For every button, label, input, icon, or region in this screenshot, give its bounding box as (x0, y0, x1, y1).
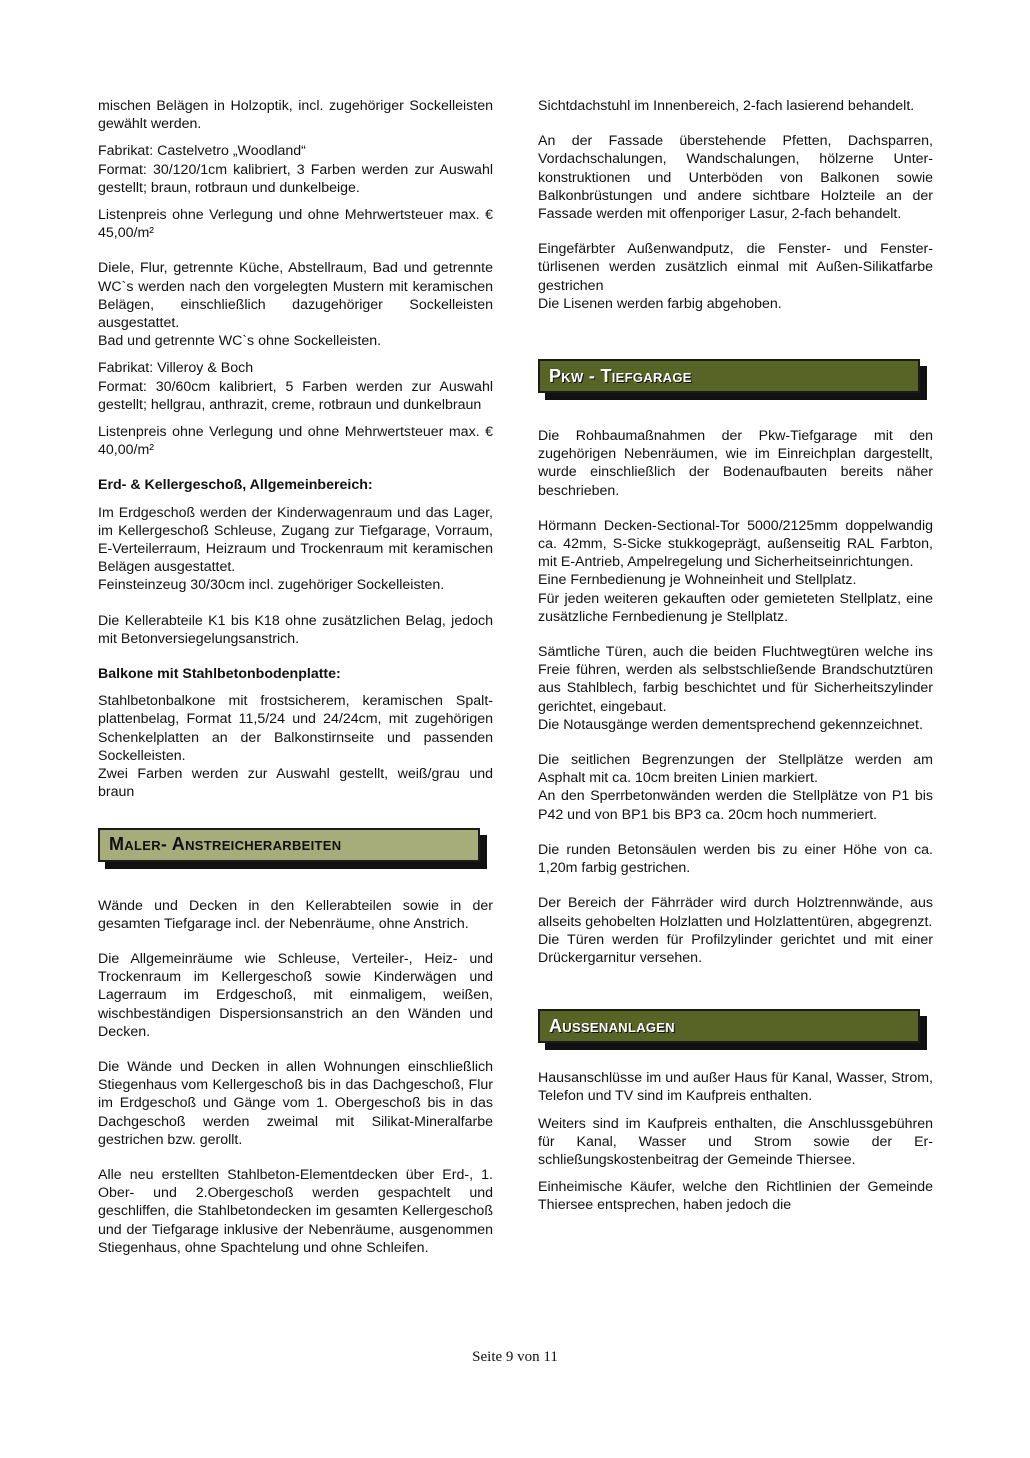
paragraph: Listenpreis ohne Verlegung und ohne Mehrwertsteuer max. € 40,00/m² (98, 424, 493, 459)
left-column (98, 97, 493, 1257)
paragraph: Format: 30/120/1cm kalibriert, 3 Farben werden zur Auswahl gestellt; braun, rotbraun und dunkelbeige. (98, 161, 493, 196)
paragraph: Weiters sind im Kaufpreis enthalten, die Anschlussgebühren für Kanal, Wasser und Strom sowie der Erschließungskostenbeitrag der Gemeinde Thiersee. (538, 1115, 933, 1168)
section-banner-tiefgarage (538, 359, 933, 419)
section-heading: Balkone mit Stahlbetonbodenplatte: (98, 666, 341, 683)
banner-box (538, 1009, 920, 1043)
paragraph: Fabrikat: Castelvetro „Woodland“ (98, 143, 306, 160)
paragraph: Sichtdachstuhl im Innenbereich, 2-fach lasierend behandelt. (538, 98, 915, 114)
paragraph: Listenpreis ohne Verlegung und ohne Mehrwertsteuer max. € 45,00/m² (98, 207, 493, 242)
paragraph: Der Bereich der Fährräder wird durch Holztrennwände, aus allseits gehobelten Holzlatten und Holzlattentüren, abgegrenzt. (538, 895, 933, 930)
paragraph: Die Wände und Decken in allen Wohnungen einschließlich Stiegenhaus vom Kellergeschoß bis in das Dachgeschoß, Flur im Erdgeschoß und Gänge vom 1. Obergeschoß bis in das Dachgeschoß werden zweimal mit Silikat-Mineralfarbe gestrichen bzw. gerollt. (98, 1058, 493, 1148)
paragraph: Die runden Betonsäulen werden bis zu einer Höhe von ca. 1,20m farbig gestrichen. (538, 841, 933, 877)
paragraph: Feinsteinzeug 30/30cm incl. zugehöriger Sockelleisten. (98, 577, 445, 594)
section-banner-aussenanlagen (538, 1009, 933, 1069)
paragraph: An den Sperrbetonwänden werden die Stellplätze von P1 bis P42 und von BP1 bis BP3 ca. 20cm hoch nummeriert. (538, 788, 933, 823)
paragraph: Die Lisenen werden farbig abgehoben. (538, 295, 782, 312)
banner-title: Pkw - Tiefgarage (549, 365, 692, 386)
paragraph: Sämtliche Türen, auch die beiden Fluchtwegtüren welche ins Freie führen, werden als selbstschließende Brandschutztüren aus Stahlblech, farbig beschichtet und für Sicherheitszylinder gerichtet, eingebaut. (538, 644, 933, 715)
paragraph: Stahlbetonbalkone mit frostsicherem, keramischen Spaltplattenbelag, Format 11,5/24 und 24/24cm, mit zugehörigen Schenkelplatten an der Balkonstirnseite und passenden Sockelleisten. (98, 693, 493, 764)
paragraph: Die Rohbaumaßnahmen der Pkw-Tiefgarage mit den zugehörigen Nebenräumen, wie im Einreichplan dargestellt, wurde einschließlich der Bodenaufbauten bereits näher beschrieben. (538, 428, 933, 499)
paragraph: Fabrikat: Villeroy & Boch (98, 360, 254, 377)
right-column (538, 97, 933, 1215)
paragraph: Eingefärbter Außenwandputz, die Fenster- und Fenstertürlisenen werden zusätzlich einmal mit Außen-Silikatfarbe gestrichen (538, 241, 933, 294)
page-number: Seite 9 von 11 (472, 1349, 558, 1365)
paragraph: Die Allgemeinräume wie Schleuse, Verteiler-, Heiz- und Trockenraum im Kellergeschoß sowie Kinderwägen und Lagerraum im Erdgeschoß, mit einmaligem, weißen, wischbeständigen Dispersionsanstrich an den Wänden und Decken. (98, 950, 493, 1040)
banner-box (98, 828, 480, 862)
paragraph: Alle neu erstellten Stahlbeton-Elementdecken über Erd-, 1. Ober- und 2.Obergeschoß werden gespachtelt und geschliffen, die Stahlbetondecken im gesamten Kellergeschoß und der Tiefgarage inklusive der Nebenräume, ausgenommen Stiegenhaus, ohne Spachtelung und ohne Schleifen. (98, 1166, 493, 1256)
section-heading: Erd- & Kellergeschoß, Allgemeinbereich: (98, 477, 373, 494)
paragraph: Einheimische Käufer, welche den Richtlinien der Gemeinde Thiersee entsprechen, haben jedoch die (538, 1179, 933, 1214)
paragraph: An der Fassade überstehende Pfetten, Dachsparren, Vordachschalungen, Wandschalungen, hölzerne Unterkonstruktionen und Unterböden von Balkonen sowie Balkonbrüstungen und andere sichtbare Holzteile an der Fassade werden mit offenporiger Lasur, 2-fach behandelt. (538, 133, 933, 223)
paragraph: Hörmann Decken-Sectional-Tor 5000/2125mm doppelwandig ca. 42mm, S-Sicke stukkogeprägt, außenseitig RAL Farbton, mit E-Antrieb, Ampelregelung und Sicherheitseinrichtungen. (538, 517, 933, 571)
paragraph: Wände und Decken in den Kellerabteilen sowie in der gesamten Tiefgarage incl. der Nebenräume, ohne Anstrich. (98, 897, 493, 932)
paragraph: Eine Fernbedienung je Wohneinheit und Stellplatz. (538, 572, 857, 589)
paragraph: Die seitlichen Begrenzungen der Stellplätze werden am Asphalt mit ca. 10cm breiten Linien markiert. (538, 752, 933, 787)
paragraph: mischen Belägen in Holzoptik, incl. zugehöriger Sockelleisten gewählt werden. (98, 98, 493, 133)
paragraph: Zwei Farben werden zur Auswahl gestellt, weiß/grau und braun (98, 766, 493, 801)
paragraph: Für jeden weiteren gekauften oder gemieteten Stellplatz, eine zusätzliche Fernbedienung je Stellplatz. (538, 590, 933, 625)
paragraph: Die Notausgänge werden dementsprechend gekennzeichnet. (538, 716, 923, 733)
paragraph: Die Türen werden für Profilzylinder gerichtet und mit einer Drückergarnitur versehen. (538, 931, 933, 966)
banner-title: Aussenanlagen (549, 1015, 675, 1036)
paragraph: Die Kellerabteile K1 bis K18 ohne zusätzlichen Belag, jedoch mit Betonversiegelungsanstrich. (98, 612, 493, 647)
paragraph: Diele, Flur, getrennte Küche, Abstellraum, Bad und getrennte WC`s werden nach den vorgelegten Mustern mit keramischen Belägen, einschließlich dazugehöriger Sockelleisten ausgestattet. (98, 260, 493, 332)
paragraph: Hausanschlüsse im und außer Haus für Kanal, Wasser, Strom, Telefon und TV sind im Kaufpreis enthalten. (538, 1070, 933, 1105)
paragraph: Im Erdgeschoß werden der Kinderwagenraum und das Lager, im Kellergeschoß Schleuse, Zugang zur Tiefgarage, Vorraum, E-Verteilerraum, Heizraum und Trockenraum mit keramischen Belägen ausgestattet. (98, 504, 493, 576)
paragraph: Format: 30/60cm kalibriert, 5 Farben werden zur Auswahl gestellt; hellgrau, anthrazit, creme, rotbraun und dunkelbraun (98, 378, 493, 413)
banner-title: Maler- Anstreicherarbeiten (109, 834, 342, 854)
paragraph: Bad und getrennte WC`s ohne Sockelleisten. (98, 333, 382, 350)
banner-box (538, 359, 920, 393)
section-banner-maler (98, 828, 493, 888)
